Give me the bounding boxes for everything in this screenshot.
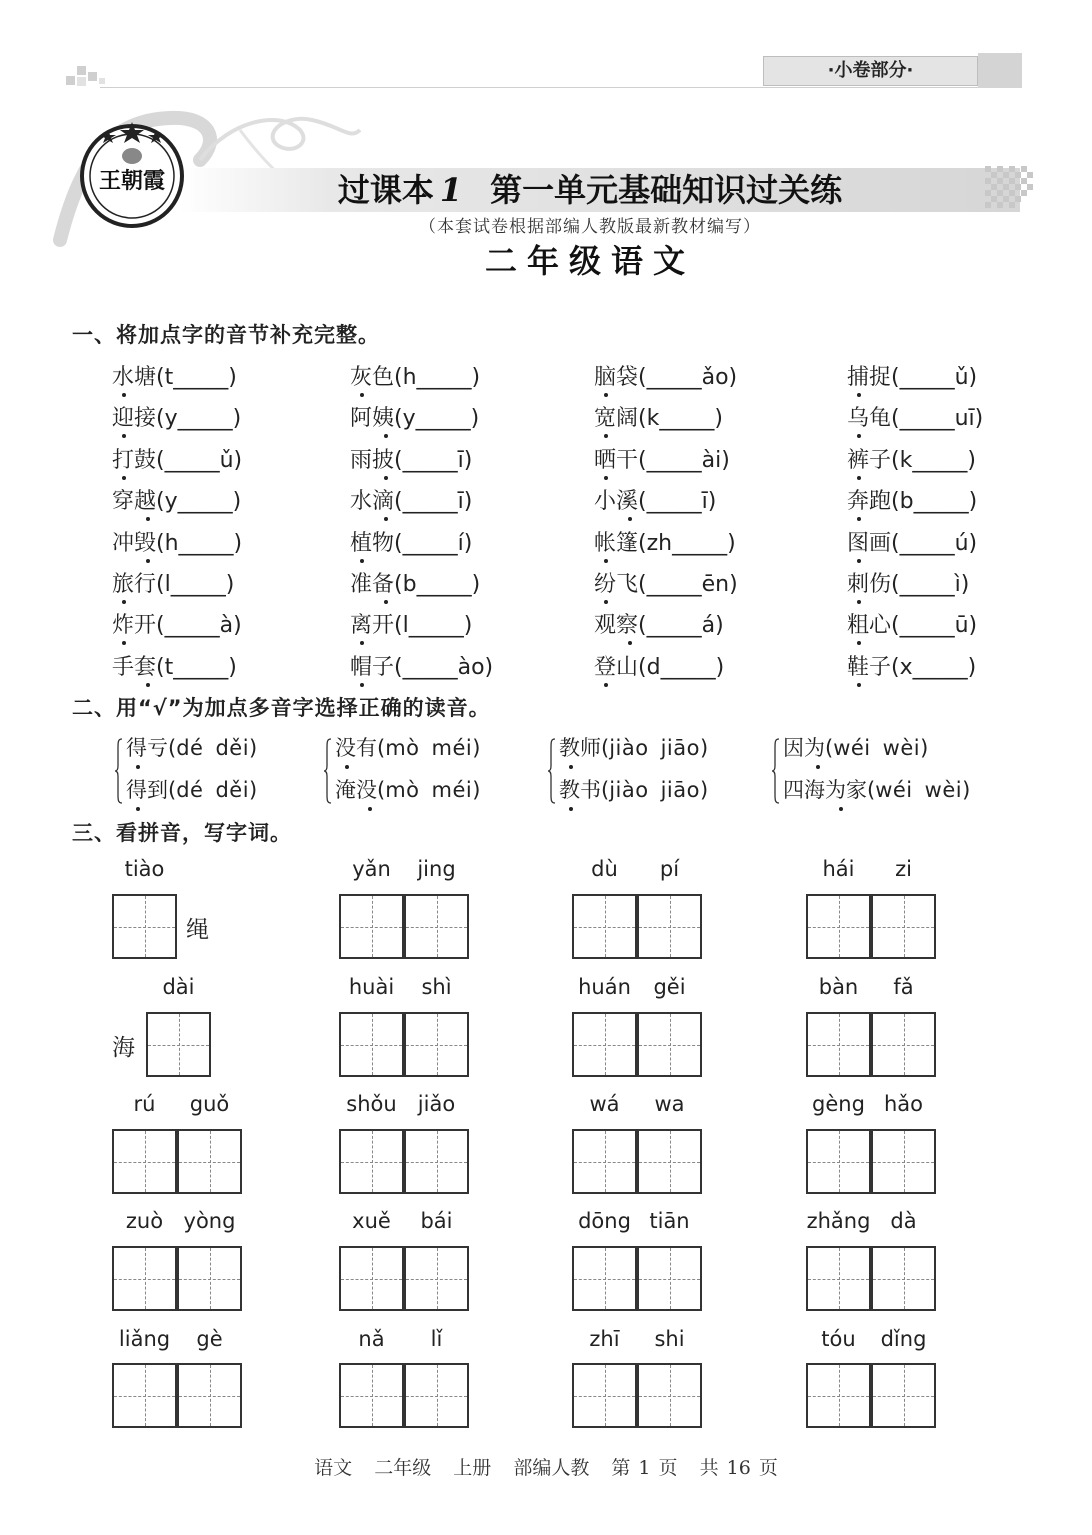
phonetic-blank[interactable]: (l_____) — [394, 613, 473, 639]
polyphone-group — [115, 732, 355, 812]
polyphone-line — [783, 774, 970, 804]
phonetic-blank[interactable]: (_____í) — [394, 530, 473, 556]
emphasis-dot — [360, 559, 364, 563]
reading-option-1[interactable]: dé — [176, 736, 204, 760]
pinyin-label: rú — [133, 1092, 156, 1116]
writing-box[interactable] — [112, 1363, 177, 1428]
polyphone-word: 四海为家 — [783, 778, 867, 802]
phonetic-word: 脑袋 — [594, 365, 638, 390]
pinyin-label: zhǎng — [806, 1209, 871, 1233]
given-character: 绳 — [186, 917, 209, 943]
phonetic-blank[interactable]: (b_____) — [891, 489, 978, 515]
brace-icon — [115, 738, 123, 804]
pinyin-label: shi — [654, 1327, 685, 1351]
pinyin-label: dài — [162, 975, 195, 999]
phonetic-item — [847, 526, 977, 557]
writing-box[interactable] — [572, 1246, 637, 1311]
phonetic-word: 准备 — [350, 572, 394, 597]
phonetic-item — [112, 608, 242, 639]
writing-box[interactable] — [572, 1129, 637, 1194]
writing-box[interactable] — [806, 1246, 871, 1311]
paren-close: ) — [249, 778, 258, 802]
writing-box[interactable] — [404, 1363, 469, 1428]
emphasis-dot — [384, 476, 388, 480]
writing-box[interactable] — [404, 1012, 469, 1077]
pinyin-label: bái — [420, 1209, 453, 1233]
polyphone-group — [772, 732, 1012, 812]
phonetic-item — [594, 567, 738, 598]
q2-heading: 二、用“√”为加点多音字选择正确的读音。 — [72, 696, 491, 720]
writing-box[interactable] — [572, 894, 637, 959]
header-rule — [100, 87, 1022, 88]
phonetic-word: 小溪 — [594, 489, 638, 514]
paren-close: ) — [472, 778, 481, 802]
phonetic-blank[interactable]: (y_____) — [156, 406, 242, 432]
pinyin-label: huài — [348, 975, 395, 999]
polyphone-line — [559, 732, 708, 762]
paren-close: ) — [699, 778, 709, 802]
phonetic-blank[interactable]: (y_____) — [394, 406, 480, 432]
reading-option-2[interactable]: méi — [431, 736, 473, 760]
emphasis-dot — [368, 807, 372, 811]
phonetic-word: 帽子 — [350, 655, 394, 680]
reading-option-1[interactable]: dé — [176, 778, 204, 802]
pinyin-label: huán — [578, 975, 631, 999]
emphasis-dot — [604, 600, 608, 604]
phonetic-item — [847, 360, 977, 391]
polyphone-line — [335, 732, 480, 762]
footer-subject: 语文 — [314, 1457, 353, 1479]
phonetic-word: 冲毁 — [112, 531, 156, 556]
phonetic-blank[interactable]: (k_____) — [891, 447, 976, 473]
writing-box[interactable] — [871, 1246, 936, 1311]
polyphone-word: 教师 — [559, 736, 601, 760]
writing-box[interactable] — [637, 1363, 702, 1428]
emphasis-dot — [360, 641, 364, 645]
phonetic-item — [847, 567, 969, 598]
writing-box[interactable] — [572, 1363, 637, 1428]
emphasis-dot — [136, 765, 140, 769]
phonetic-blank[interactable]: (_____ú) — [891, 530, 978, 556]
phonetic-item — [112, 401, 241, 432]
pinyin-label: dǐng — [880, 1327, 927, 1351]
polyphone-group — [548, 732, 788, 812]
reading-option-2[interactable]: wèi — [924, 778, 963, 802]
phonetic-item — [594, 401, 723, 432]
phonetic-word: 裤子 — [847, 448, 891, 473]
phonetic-word: 植物 — [350, 531, 394, 556]
emphasis-dot — [122, 476, 126, 480]
pinyin-label: tiān — [649, 1209, 690, 1233]
writing-box[interactable] — [404, 1246, 469, 1311]
polyphone-line — [126, 774, 257, 804]
phonetic-blank[interactable]: (l_____) — [156, 572, 235, 597]
writing-box[interactable] — [177, 1246, 242, 1311]
phonetic-word: 奔跑 — [847, 489, 891, 514]
pinyin-label: bàn — [818, 975, 859, 999]
paren-open: ( — [825, 736, 834, 760]
footer-total: 共 16 页 — [699, 1457, 778, 1479]
phonetic-word: 帐篷 — [594, 531, 638, 556]
brace-icon — [772, 738, 780, 804]
title-number: 1 — [439, 171, 463, 209]
pinyin-label: wa — [654, 1092, 685, 1116]
paren-close: ) — [472, 736, 481, 760]
phonetic-blank[interactable]: (y_____) — [156, 489, 242, 515]
pinyin-label: zuò — [125, 1209, 164, 1233]
pinyin-label: shì — [421, 975, 452, 999]
phonetic-item — [112, 567, 234, 598]
phonetic-blank[interactable]: (_____ì) — [891, 572, 970, 597]
phonetic-blank[interactable]: (zh_____) — [638, 530, 736, 556]
phonetic-item — [350, 484, 472, 515]
subtitle: （本套试卷根据部编人教版最新教材编写） — [419, 217, 761, 237]
phonetic-item — [847, 608, 977, 639]
phonetic-blank[interactable]: (t_____) — [156, 365, 237, 390]
phonetic-blank[interactable]: (_____ī) — [394, 489, 473, 515]
paren-open: ( — [601, 736, 610, 760]
emphasis-dot — [384, 517, 388, 521]
phonetic-blank[interactable]: (_____ī) — [638, 489, 717, 515]
emphasis-dot — [569, 807, 573, 811]
polyphone-word: 得亏 — [126, 736, 168, 760]
phonetic-word: 迎接 — [112, 406, 156, 431]
pinyin-label: yǎn — [352, 857, 391, 881]
emphasis-dot — [122, 600, 126, 604]
emphasis-dot — [146, 559, 150, 563]
section-tag-block — [978, 53, 1022, 88]
phonetic-word: 图画 — [847, 531, 891, 556]
phonetic-word: 纷飞 — [594, 572, 638, 597]
phonetic-blank[interactable]: (_____uī) — [891, 406, 984, 432]
pinyin-label: guǒ — [189, 1092, 230, 1116]
corner-decoration — [66, 66, 106, 88]
phonetic-blank[interactable]: (b_____) — [394, 572, 481, 597]
phonetic-blank[interactable]: (_____ǔ) — [156, 447, 243, 473]
phonetic-word: 炸开 — [112, 613, 156, 638]
polyphone-line — [783, 732, 928, 762]
pinyin-label: dōng — [578, 1209, 631, 1233]
emphasis-dot — [122, 393, 126, 397]
pinyin-label: nǎ — [358, 1327, 385, 1351]
phonetic-word: 雨披 — [350, 448, 394, 473]
writing-box[interactable] — [177, 1129, 242, 1194]
emphasis-dot — [628, 641, 632, 645]
paren-open: ( — [601, 778, 610, 802]
pinyin-label: jiǎo — [417, 1092, 456, 1116]
paren-close: ) — [920, 736, 929, 760]
phonetic-blank[interactable]: (h_____) — [156, 530, 243, 556]
emphasis-dot — [857, 641, 861, 645]
logo-text: 王朝霞 — [98, 168, 166, 194]
emphasis-dot — [604, 393, 608, 397]
brace-icon — [324, 738, 332, 804]
paren-close: ) — [249, 736, 258, 760]
emphasis-dot — [857, 393, 861, 397]
phonetic-word: 打鼓 — [112, 448, 156, 473]
phonetic-word: 晒干 — [594, 448, 638, 473]
phonetic-blank[interactable]: (_____ǎo) — [638, 365, 738, 390]
phonetic-word: 鞋子 — [847, 655, 891, 680]
phonetic-word: 水滴 — [350, 489, 394, 514]
pinyin-label: hǎo — [883, 1092, 924, 1116]
paren-open: ( — [377, 778, 386, 802]
grade-title: 二年级语文 — [484, 242, 695, 280]
pinyin-label: dù — [591, 857, 618, 881]
phonetic-item — [350, 526, 472, 557]
phonetic-blank[interactable]: (h_____) — [394, 365, 481, 390]
emphasis-dot — [604, 434, 608, 438]
footer-page: 第 1 页 — [611, 1457, 678, 1479]
writing-box[interactable] — [112, 1246, 177, 1311]
emphasis-dot — [360, 393, 364, 397]
emphasis-dot — [360, 683, 364, 687]
writing-box[interactable] — [339, 1012, 404, 1077]
pinyin-label: liǎng — [118, 1327, 171, 1351]
phonetic-item — [350, 650, 493, 681]
phonetic-word: 水塘 — [112, 365, 156, 390]
phonetic-item — [112, 526, 242, 557]
pinyin-label: zi — [895, 857, 912, 881]
reading-option-1[interactable]: jiào — [609, 736, 649, 760]
phonetic-word: 粗心 — [847, 613, 891, 638]
pinyin-label: yòng — [183, 1209, 236, 1233]
given-character: 海 — [112, 1035, 135, 1061]
brace-icon — [548, 738, 556, 804]
phonetic-word: 登山 — [594, 655, 638, 680]
writing-box[interactable] — [871, 1129, 936, 1194]
phonetic-item — [112, 650, 237, 681]
reading-option-2[interactable]: děi — [215, 736, 250, 760]
phonetic-item — [350, 567, 480, 598]
pinyin-label: gèng — [812, 1092, 865, 1116]
phonetic-item — [350, 443, 472, 474]
phonetic-blank[interactable]: (k_____) — [638, 406, 723, 432]
phonetic-word: 捕捉 — [847, 365, 891, 390]
emphasis-dot — [857, 600, 861, 604]
pinyin-label: xuě — [352, 1209, 391, 1233]
phonetic-blank[interactable]: (_____à) — [156, 613, 242, 639]
pinyin-label: hái — [822, 857, 855, 881]
paren-close: ) — [699, 736, 709, 760]
paren-open: ( — [867, 778, 876, 802]
writing-box[interactable] — [572, 1012, 637, 1077]
phonetic-word: 手套 — [112, 655, 156, 680]
emphasis-dot — [857, 559, 861, 563]
phonetic-word: 穿越 — [112, 489, 156, 514]
emphasis-dot — [122, 434, 126, 438]
emphasis-dot — [136, 807, 140, 811]
phonetic-word: 灰色 — [350, 365, 394, 390]
publisher-logo — [78, 120, 186, 228]
footer-edition: 部编人教 — [513, 1457, 590, 1479]
writing-box[interactable] — [404, 894, 469, 959]
writing-box[interactable] — [339, 1363, 404, 1428]
phonetic-item — [594, 650, 724, 681]
reading-option-1[interactable]: wéi — [833, 736, 871, 760]
footer-volume: 上册 — [453, 1457, 492, 1479]
writing-box[interactable] — [806, 1363, 871, 1428]
reading-option-1[interactable]: mò — [385, 736, 420, 760]
emphasis-dot — [604, 559, 608, 563]
phonetic-word: 乌龟 — [847, 406, 891, 431]
phonetic-item — [350, 360, 480, 391]
phonetic-blank[interactable]: (_____ēn) — [638, 572, 738, 597]
phonetic-blank[interactable]: (_____ī) — [394, 447, 473, 473]
pinyin-label: tiào — [124, 857, 165, 881]
reading-option-2[interactable]: jiāo — [660, 736, 700, 760]
emphasis-dot — [857, 517, 861, 521]
emphasis-dot — [839, 807, 843, 811]
phonetic-word: 刺伤 — [847, 572, 891, 597]
pinyin-label: jing — [417, 857, 456, 881]
polyphone-word: 因为 — [783, 736, 825, 760]
phonetic-item — [847, 650, 976, 681]
title-prefix: 过课本 — [337, 171, 434, 209]
writing-box[interactable] — [146, 1012, 211, 1077]
emphasis-dot — [146, 517, 150, 521]
phonetic-word: 离开 — [350, 613, 394, 638]
paren-close: ) — [962, 778, 971, 802]
emphasis-dot — [384, 434, 388, 438]
emphasis-dot — [569, 765, 573, 769]
emphasis-dot — [122, 641, 126, 645]
dotted-decoration — [985, 166, 1037, 214]
polyphone-word: 教书 — [559, 778, 601, 802]
writing-box[interactable] — [806, 894, 871, 959]
phonetic-item — [594, 443, 730, 474]
writing-box[interactable] — [637, 894, 702, 959]
writing-box[interactable] — [806, 1129, 871, 1194]
writing-box[interactable] — [871, 894, 936, 959]
reading-option-1[interactable]: wéi — [875, 778, 913, 802]
emphasis-dot — [345, 765, 349, 769]
page-footer — [0, 1453, 1092, 1480]
writing-box[interactable] — [339, 1129, 404, 1194]
polyphone-word: 淹没 — [335, 778, 377, 802]
pinyin-label: gěi — [653, 975, 686, 999]
polyphone-line — [126, 732, 257, 762]
pinyin-label: zhī — [589, 1327, 620, 1351]
q3-heading: 三、看拼音，写字词。 — [72, 821, 292, 845]
writing-box[interactable] — [637, 1246, 702, 1311]
polyphone-line — [335, 774, 480, 804]
emphasis-dot — [628, 517, 632, 521]
reading-option-1[interactable]: jiào — [609, 778, 649, 802]
phonetic-item — [594, 484, 716, 515]
reading-option-2[interactable]: jiāo — [660, 778, 700, 802]
phonetic-word: 观察 — [594, 613, 638, 638]
emphasis-dot — [604, 683, 608, 687]
phonetic-item — [847, 401, 983, 432]
polyphone-group — [324, 732, 564, 812]
paren-open: ( — [377, 736, 386, 760]
emphasis-dot — [384, 600, 388, 604]
phonetic-word: 宽阔 — [594, 406, 638, 431]
writing-box[interactable] — [637, 1129, 702, 1194]
writing-box[interactable] — [112, 894, 177, 959]
pinyin-label: gè — [196, 1327, 223, 1351]
phonetic-word: 阿姨 — [350, 406, 394, 431]
paren-open: ( — [168, 778, 177, 802]
phonetic-item — [350, 401, 479, 432]
polyphone-word: 没有 — [335, 736, 377, 760]
phonetic-blank[interactable]: (_____ǔ) — [891, 365, 978, 390]
footer-grade: 二年级 — [374, 1457, 432, 1479]
phonetic-item — [847, 443, 976, 474]
phonetic-item — [112, 443, 242, 474]
reading-option-2[interactable]: děi — [215, 778, 250, 802]
writing-box[interactable] — [339, 1246, 404, 1311]
emphasis-dot — [857, 434, 861, 438]
title-rest: 第一单元基础知识过关练 — [490, 171, 843, 209]
writing-box[interactable] — [404, 1129, 469, 1194]
emphasis-dot — [604, 476, 608, 480]
phonetic-word: 旅行 — [112, 572, 156, 597]
reading-option-2[interactable]: wèi — [882, 736, 921, 760]
q1-heading: 一、将加点字的音节补充完整。 — [72, 323, 380, 347]
writing-box[interactable] — [177, 1363, 242, 1428]
pinyin-label: dà — [890, 1209, 917, 1233]
paren-open: ( — [168, 736, 177, 760]
phonetic-item — [594, 526, 736, 557]
phonetic-blank[interactable]: (_____ào) — [394, 654, 494, 680]
emphasis-dot — [816, 765, 820, 769]
phonetic-blank[interactable]: (x_____) — [891, 654, 977, 680]
writing-box[interactable] — [339, 894, 404, 959]
emphasis-dot — [857, 683, 861, 687]
polyphone-word: 得到 — [126, 778, 168, 802]
emphasis-dot — [857, 476, 861, 480]
pinyin-label: fǎ — [893, 975, 914, 999]
phonetic-blank[interactable]: (_____ài) — [638, 447, 730, 473]
pinyin-label: pí — [659, 857, 680, 881]
section-tag: ·小卷部分· — [763, 56, 978, 86]
phonetic-blank[interactable]: (_____á) — [638, 613, 724, 639]
phonetic-item — [847, 484, 977, 515]
writing-box[interactable] — [871, 1363, 936, 1428]
polyphone-line — [559, 774, 708, 804]
writing-box[interactable] — [806, 1012, 871, 1077]
reading-option-1[interactable]: mò — [385, 778, 420, 802]
phonetic-blank[interactable]: (t_____) — [156, 654, 237, 680]
phonetic-item — [350, 608, 472, 639]
main-title — [250, 168, 930, 212]
pinyin-label: tóu — [821, 1327, 856, 1351]
pinyin-label: shǒu — [346, 1092, 397, 1116]
phonetic-item — [594, 360, 737, 391]
pinyin-label: lǐ — [430, 1327, 443, 1351]
phonetic-item — [112, 484, 241, 515]
writing-box[interactable] — [112, 1129, 177, 1194]
phonetic-blank[interactable]: (_____ū) — [891, 613, 978, 639]
emphasis-dot — [146, 683, 150, 687]
pinyin-label: wá — [589, 1092, 620, 1116]
phonetic-blank[interactable]: (d_____) — [638, 654, 725, 680]
writing-box[interactable] — [637, 1012, 702, 1077]
phonetic-item — [594, 608, 724, 639]
writing-box[interactable] — [871, 1012, 936, 1077]
reading-option-2[interactable]: méi — [431, 778, 473, 802]
phonetic-item — [112, 360, 237, 391]
